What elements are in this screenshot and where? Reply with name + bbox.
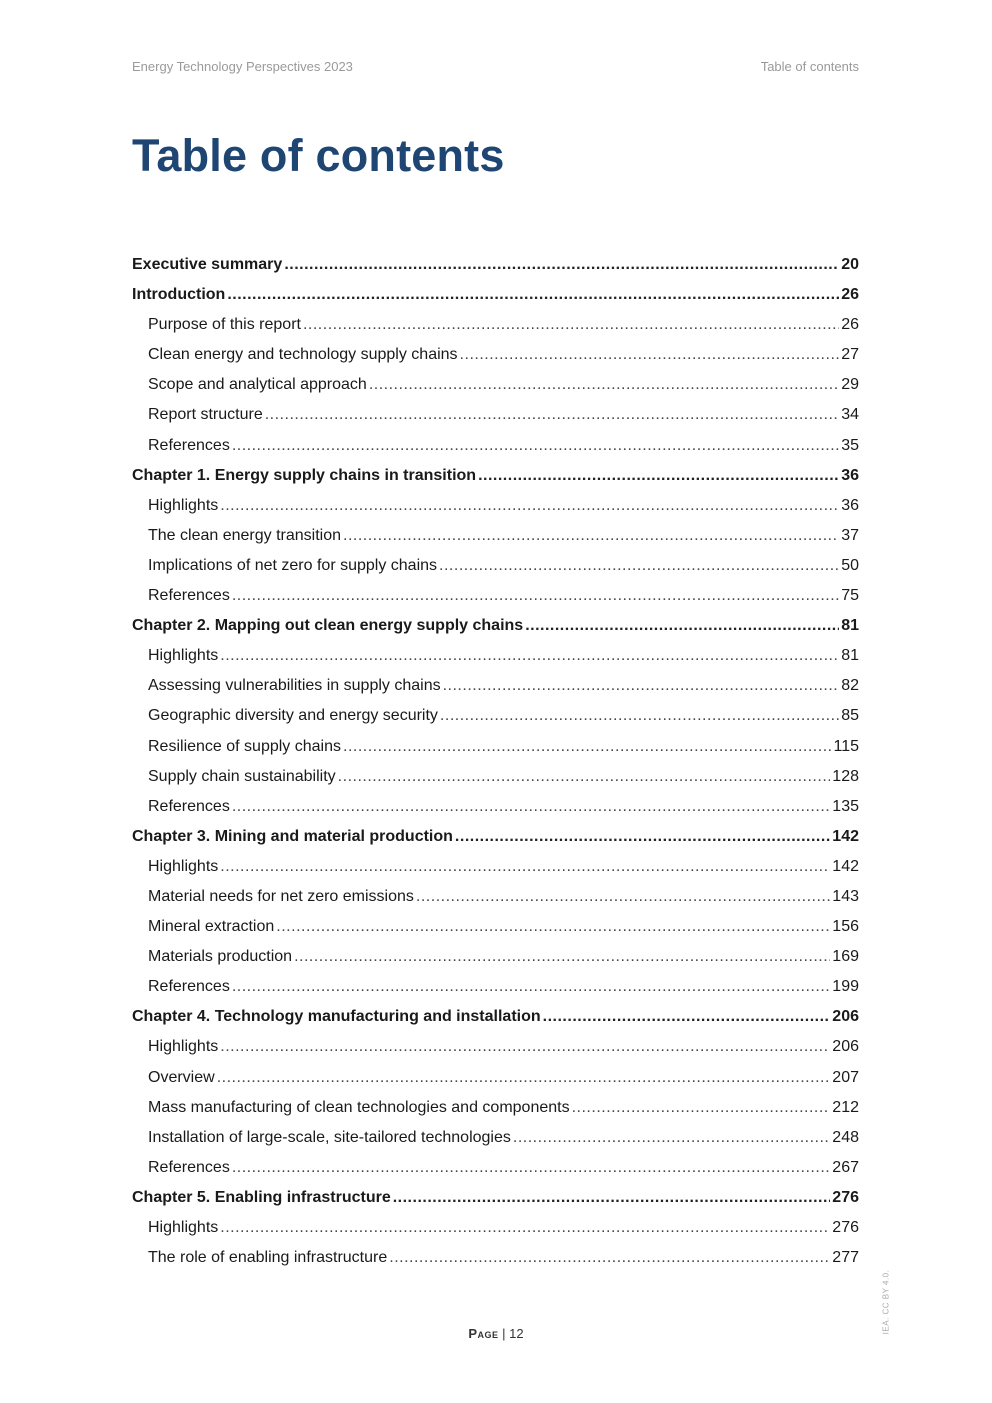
toc-entry-label: Implications of net zero for supply chains — [148, 556, 438, 574]
toc-entry-page: 277 — [832, 1249, 859, 1267]
license-note: IEA. CC BY 4.0. — [881, 1269, 891, 1335]
toc-dot-leader — [393, 1183, 831, 1213]
toc-section-entry[interactable] — [132, 972, 859, 1002]
toc-dot-leader — [220, 1213, 830, 1243]
toc-entry-label: Highlights — [148, 647, 219, 665]
toc-entry-page: 29 — [841, 376, 859, 394]
toc-entry-label: Scope and analytical approach — [148, 376, 367, 394]
toc-entry-page: 156 — [832, 918, 859, 936]
toc-section-entry[interactable] — [132, 792, 859, 822]
toc-entry-page: 267 — [832, 1158, 859, 1176]
toc-entry-page: 276 — [832, 1188, 859, 1206]
toc-entry-label: Resilience of supply chains — [148, 737, 341, 755]
toc-dot-leader — [220, 852, 830, 882]
toc-entry-label: The role of enabling infrastructure — [148, 1249, 388, 1267]
toc-entry-page: 115 — [833, 737, 859, 755]
toc-entry-label: References — [148, 587, 230, 605]
toc-chapter-entry[interactable] — [132, 461, 859, 491]
toc-dot-leader — [220, 641, 839, 671]
toc-dot-leader — [294, 942, 830, 972]
toc-entry-label: Report structure — [148, 406, 263, 424]
toc-entry-page: 128 — [832, 767, 859, 785]
page-footer — [0, 1326, 992, 1341]
toc-dot-leader — [220, 1032, 830, 1062]
toc-entry-label: Materials production — [148, 948, 293, 966]
toc-entry-label: Chapter 2. Mapping out clean energy supply chains — [132, 617, 524, 635]
toc-entry-label: Supply chain sustainability — [148, 767, 336, 785]
toc-entry-page: 212 — [832, 1098, 859, 1116]
toc-entry-page: 82 — [841, 677, 859, 695]
toc-entry-label: Purpose of this report — [148, 316, 301, 334]
toc-entry-page: 85 — [841, 707, 859, 725]
toc-entry-label: The clean energy transition — [148, 526, 341, 544]
toc-section-entry[interactable] — [132, 1123, 859, 1153]
toc-entry-page: 142 — [832, 857, 859, 875]
toc-entry-page: 206 — [832, 1008, 859, 1026]
page-separator: | — [498, 1326, 510, 1341]
toc-dot-leader — [460, 340, 840, 370]
toc-section-entry[interactable] — [132, 1153, 859, 1183]
toc-dot-leader — [513, 1123, 830, 1153]
table-of-contents — [132, 250, 859, 1273]
toc-entry-label: Highlights — [148, 857, 219, 875]
toc-entry-label: Highlights — [148, 1219, 219, 1236]
toc-entry-label: References — [148, 1158, 230, 1176]
toc-dot-leader — [303, 310, 839, 340]
toc-dot-leader — [440, 701, 839, 731]
toc-dot-leader — [284, 250, 839, 280]
toc-entry-page: 135 — [832, 797, 859, 815]
toc-entry-page: 26 — [841, 286, 859, 304]
toc-entry-label: Assessing vulnerabilities in supply chains — [148, 677, 441, 695]
toc-dot-leader — [227, 280, 839, 310]
page-word: Page — [468, 1326, 499, 1341]
toc-dot-leader — [338, 762, 831, 792]
toc-section-entry[interactable] — [132, 762, 859, 792]
toc-entry-page: 207 — [832, 1068, 859, 1086]
toc-entry-page: 142 — [832, 827, 859, 845]
toc-dot-leader — [217, 1063, 831, 1093]
toc-section-entry[interactable] — [132, 641, 859, 671]
toc-entry-page: 36 — [841, 466, 859, 484]
toc-dot-leader — [455, 822, 830, 852]
toc-entry-page: 50 — [841, 556, 859, 574]
toc-entry-page: 27 — [841, 346, 859, 364]
toc-dot-leader — [265, 400, 839, 430]
toc-section-entry[interactable] — [132, 551, 859, 581]
toc-entry-page: 276 — [832, 1219, 859, 1236]
toc-section-entry[interactable] — [132, 400, 859, 430]
toc-dot-leader — [525, 611, 839, 641]
toc-section-entry[interactable] — [132, 701, 859, 731]
toc-dot-leader — [276, 912, 830, 942]
toc-entry-label: Chapter 5. Enabling infrastructure — [132, 1188, 391, 1206]
toc-section-entry[interactable] — [132, 491, 859, 521]
toc-dot-leader — [232, 1153, 830, 1183]
toc-section-entry[interactable] — [132, 852, 859, 882]
toc-entry-label: Chapter 1. Energy supply chains in transition — [132, 466, 477, 484]
toc-entry-page: 34 — [841, 406, 859, 424]
toc-entry-page: 81 — [841, 647, 859, 665]
page-number: 12 — [509, 1326, 524, 1341]
toc-chapter-entry[interactable] — [132, 250, 859, 280]
toc-section-entry[interactable] — [132, 1032, 859, 1062]
toc-section-entry[interactable] — [132, 1093, 859, 1123]
toc-dot-leader — [389, 1243, 830, 1273]
toc-dot-leader — [232, 972, 830, 1002]
toc-entry-label: Mineral extraction — [148, 918, 275, 936]
toc-entry-page: 36 — [841, 496, 859, 514]
toc-entry-label: Executive summary — [132, 256, 283, 273]
toc-dot-leader — [232, 431, 839, 461]
toc-entry-label: Introduction — [132, 286, 226, 304]
toc-entry-page: 75 — [841, 587, 859, 605]
toc-section-entry[interactable] — [132, 732, 859, 762]
running-header-title: Energy Technology Perspectives 2023 — [132, 59, 353, 74]
toc-entry-page: 37 — [841, 526, 859, 544]
toc-section-entry[interactable] — [132, 310, 859, 340]
toc-section-entry[interactable] — [132, 942, 859, 972]
toc-entry-page: 248 — [832, 1128, 859, 1146]
toc-entry-label: Highlights — [148, 1038, 219, 1056]
toc-entry-label: References — [148, 978, 230, 996]
toc-entry-label: Mass manufacturing of clean technologies and components — [148, 1098, 570, 1116]
toc-dot-leader — [478, 461, 839, 491]
toc-dot-leader — [439, 551, 839, 581]
toc-dot-leader — [343, 521, 839, 551]
toc-entry-label: Clean energy and technology supply chains — [148, 346, 458, 364]
toc-dot-leader — [220, 491, 839, 521]
toc-section-entry[interactable] — [132, 1213, 859, 1243]
toc-entry-label: Overview — [148, 1068, 215, 1086]
toc-entry-page: 143 — [832, 887, 859, 905]
toc-chapter-entry[interactable] — [132, 611, 859, 641]
toc-dot-leader — [369, 370, 839, 400]
toc-entry-label: References — [148, 436, 230, 454]
toc-chapter-entry[interactable] — [132, 822, 859, 852]
toc-section-entry[interactable] — [132, 1243, 859, 1273]
toc-section-entry[interactable] — [132, 671, 859, 701]
toc-section-entry[interactable] — [132, 882, 859, 912]
toc-section-entry[interactable] — [132, 521, 859, 551]
toc-entry-label: Highlights — [148, 496, 219, 514]
running-header-section: Table of contents — [760, 59, 859, 74]
toc-entry-label: Geographic diversity and energy security — [148, 707, 438, 725]
toc-section-entry[interactable] — [132, 912, 859, 942]
toc-section-entry[interactable] — [132, 340, 859, 370]
toc-entry-label: Chapter 3. Mining and material production — [132, 827, 453, 845]
toc-dot-leader — [232, 792, 830, 822]
toc-entry-page: 206 — [832, 1038, 859, 1056]
toc-entry-label: Chapter 4. Technology manufacturing and installation — [132, 1008, 541, 1026]
toc-dot-leader — [443, 671, 840, 701]
page-title: Table of contents — [132, 130, 505, 181]
toc-entry-page: 169 — [832, 948, 859, 966]
toc-dot-leader — [416, 882, 830, 912]
toc-dot-leader — [543, 1002, 831, 1032]
toc-entry-label: Material needs for net zero emissions — [148, 887, 414, 905]
toc-section-entry[interactable] — [132, 581, 859, 611]
toc-entry-page: 35 — [841, 436, 859, 454]
toc-chapter-entry[interactable] — [132, 280, 859, 310]
toc-section-entry[interactable] — [132, 1063, 859, 1093]
toc-section-entry[interactable] — [132, 431, 859, 461]
toc-entry-page: 26 — [841, 316, 859, 334]
toc-entry-label: Installation of large-scale, site-tailored technologies — [148, 1128, 511, 1146]
toc-section-entry[interactable] — [132, 370, 859, 400]
toc-chapter-entry[interactable] — [132, 1183, 859, 1213]
toc-entry-page: 20 — [841, 256, 859, 273]
toc-dot-leader — [232, 581, 839, 611]
toc-entry-page: 199 — [832, 978, 859, 996]
toc-entry-page: 81 — [841, 617, 859, 635]
toc-chapter-entry[interactable] — [132, 1002, 859, 1032]
toc-dot-leader — [343, 732, 831, 762]
toc-dot-leader — [572, 1093, 831, 1123]
toc-entry-label: References — [148, 797, 230, 815]
